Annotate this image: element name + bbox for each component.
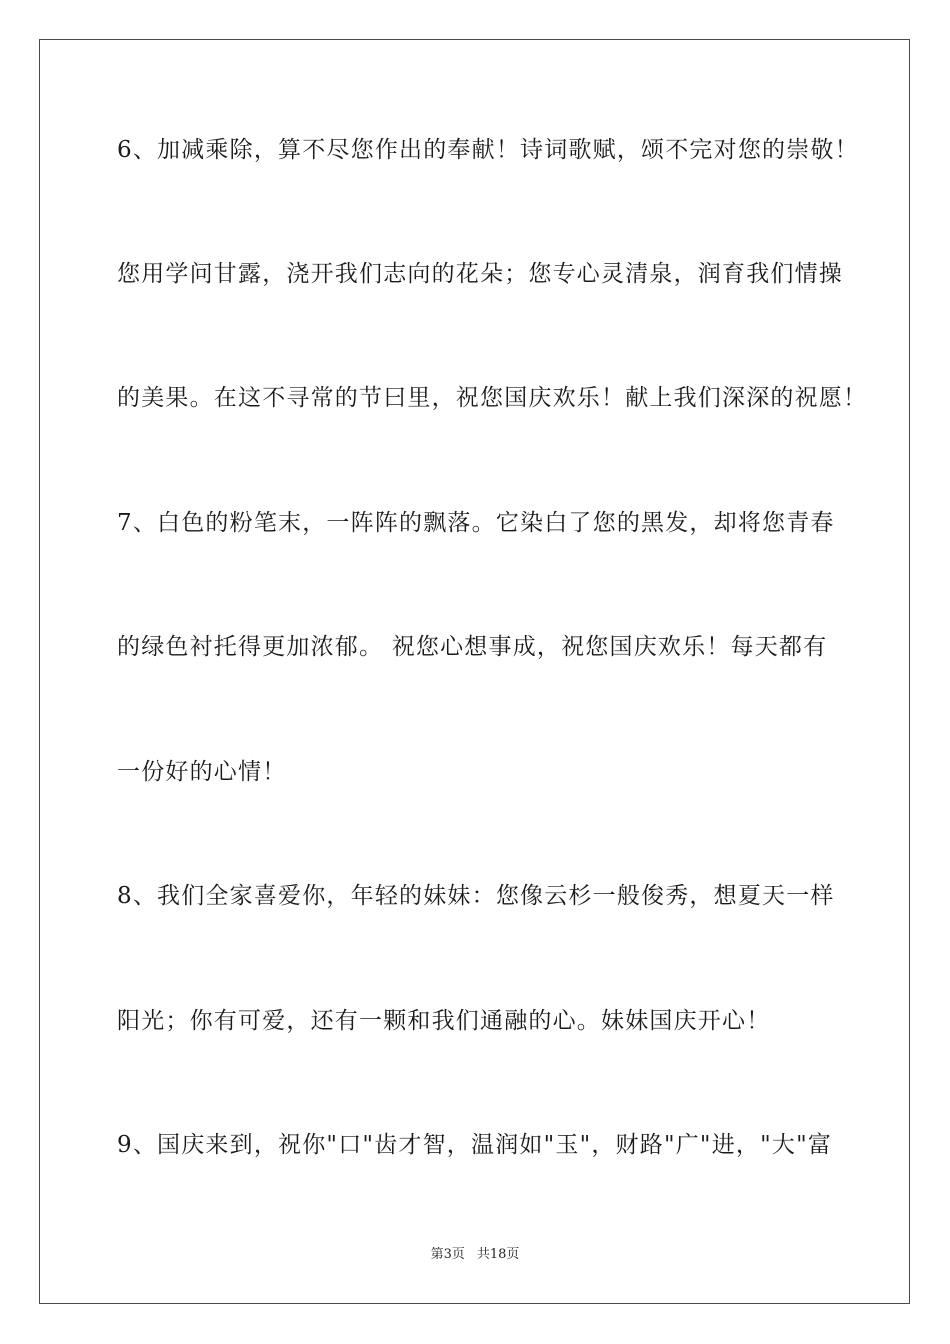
page-total: 共18页: [476, 1247, 520, 1262]
text-line: 一份好的心情！: [117, 759, 287, 785]
page-footer: [0, 1246, 950, 1264]
text-line: 9、国庆来到，祝你"口"齿才智，温润如"玉"，财路"广"进，"大"富: [117, 1132, 833, 1158]
text-line: 的绿色衬托得更加浓郁。 祝您心想事成，祝您国庆欢乐！每天都有: [117, 634, 828, 660]
text-line: 您用学问甘露，浇开我们志向的花朵；您专心灵清泉，润育我们情操: [117, 261, 843, 287]
text-line: 7、白色的粉笔末，一阵阵的飘落。它染白了您的黑发，却将您青春: [117, 510, 835, 536]
page-number: 第3页: [430, 1247, 465, 1262]
text-line: 8、我们全家喜爱你，年轻的妹妹：您像云杉一般俊秀，想夏天一样: [117, 883, 835, 909]
page-border: [39, 39, 910, 1304]
text-line: 6、加减乘除，算不尽您作出的奉献！诗词歌赋，颂不完对您的崇敬！: [117, 137, 859, 163]
text-line: 阳光；你有可爱，还有一颗和我们通融的心。妹妹国庆开心！: [117, 1008, 771, 1034]
text-line: 的美果。在这不寻常的节曰里，祝您国庆欢乐！献上我们深深的祝愿！: [117, 385, 868, 411]
